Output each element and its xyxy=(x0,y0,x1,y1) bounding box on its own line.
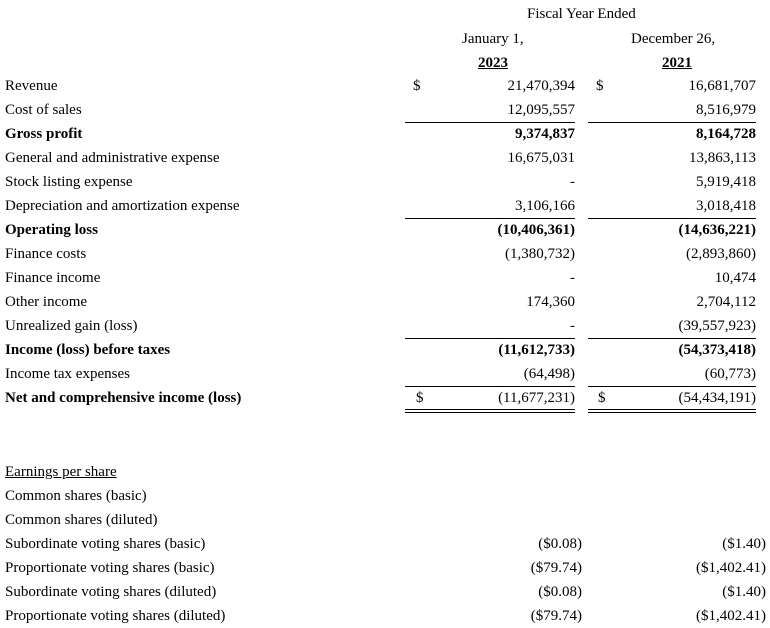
row-label: Common shares (basic) xyxy=(5,488,147,504)
value-2023: - xyxy=(570,318,575,334)
value-2023: ($0.08) xyxy=(538,536,582,552)
eps-row xyxy=(0,532,770,556)
value-2021: ($1,402.41) xyxy=(696,608,766,624)
eps-row xyxy=(0,580,770,604)
value-2023: ($79.74) xyxy=(530,608,582,624)
value-2021: ($1.40) xyxy=(722,584,766,600)
value-2021: 2,704,112 xyxy=(696,294,756,310)
col2-header-year: 2021 xyxy=(662,55,692,71)
value-2023: 3,106,166 xyxy=(515,198,575,214)
row-label: Proportionate voting shares (diluted) xyxy=(5,608,226,624)
row-label: Revenue xyxy=(5,78,58,94)
header-title: Fiscal Year Ended xyxy=(527,6,636,22)
row-finance-income xyxy=(0,266,770,290)
value-2023: (10,406,361) xyxy=(497,222,575,238)
double-rule-net-income xyxy=(405,412,575,413)
value-2023: 174,360 xyxy=(526,294,575,310)
row-label: Gross profit xyxy=(5,126,83,142)
row-label: General and administrative expense xyxy=(5,150,220,166)
row-g-and-a xyxy=(0,146,770,170)
row-label: Stock listing expense xyxy=(5,174,133,190)
row-stock-listing xyxy=(0,170,770,194)
value-2023: (1,380,732) xyxy=(505,246,575,262)
value-2021: 10,474 xyxy=(714,270,756,286)
value-2023: ($79.74) xyxy=(530,560,582,576)
row-label: Net and comprehensive income (loss) xyxy=(5,390,242,406)
value-2023: ($0.08) xyxy=(538,584,582,600)
currency-symbol: $ xyxy=(596,78,604,94)
currency-symbol: $ xyxy=(598,390,606,406)
row-other-income xyxy=(0,290,770,314)
row-label: Proportionate voting shares (basic) xyxy=(5,560,215,576)
row-revenue xyxy=(0,74,770,98)
value-2021: 5,919,418 xyxy=(696,174,756,190)
currency-symbol: $ xyxy=(416,390,424,406)
col2-header-date: December 26, xyxy=(631,31,716,47)
row-label: Finance income xyxy=(5,270,101,286)
row-label: Subordinate voting shares (basic) xyxy=(5,536,206,552)
value-2021: (2,893,860) xyxy=(686,246,756,262)
value-2021: (54,434,191) xyxy=(678,390,756,406)
row-label: Finance costs xyxy=(5,246,87,262)
row-label: Income (loss) before taxes xyxy=(5,342,171,358)
row-label: Cost of sales xyxy=(5,102,82,118)
value-2021: 8,516,979 xyxy=(696,102,756,118)
row-label: Unrealized gain (loss) xyxy=(5,318,138,334)
value-2021: 13,863,113 xyxy=(689,150,756,166)
row-gross-profit xyxy=(0,122,770,146)
row-label: Operating loss xyxy=(5,222,98,238)
value-2021: 16,681,707 xyxy=(688,78,756,94)
eps-title: Earnings per share xyxy=(5,464,117,480)
eps-title-row xyxy=(0,460,770,484)
value-2021: 8,164,728 xyxy=(696,126,756,142)
row-label: Other income xyxy=(5,294,88,310)
row-net-income xyxy=(0,386,770,410)
double-rule-net-income xyxy=(588,412,756,413)
row-label: Subordinate voting shares (diluted) xyxy=(5,584,217,600)
value-2023: 16,675,031 xyxy=(507,150,575,166)
currency-symbol: $ xyxy=(413,78,421,94)
value-2021: 3,018,418 xyxy=(696,198,756,214)
value-2023: - xyxy=(570,174,575,190)
row-finance-costs xyxy=(0,242,770,266)
value-2023: (64,498) xyxy=(523,366,575,382)
value-2023: (11,677,231) xyxy=(498,390,575,406)
col1-header-date: January 1, xyxy=(462,31,524,47)
value-2023: 9,374,837 xyxy=(515,126,575,142)
row-income-tax xyxy=(0,362,770,386)
double-rule-net-income xyxy=(405,409,575,410)
double-rule-net-income xyxy=(588,409,756,410)
row-cost-of-sales xyxy=(0,98,770,122)
value-2023: 12,095,557 xyxy=(507,102,575,118)
value-2021: (14,636,221) xyxy=(678,222,756,238)
row-label: Depreciation and amortization expense xyxy=(5,198,240,214)
value-2023: - xyxy=(570,270,575,286)
value-2023: 21,470,394 xyxy=(507,78,575,94)
row-label: Income tax expenses xyxy=(5,366,130,382)
eps-row xyxy=(0,484,770,508)
row-operating-loss xyxy=(0,218,770,242)
value-2021: (39,557,923) xyxy=(678,318,756,334)
row-income-before-taxes xyxy=(0,338,770,362)
value-2021: ($1.40) xyxy=(722,536,766,552)
row-depreciation xyxy=(0,194,770,218)
value-2021: (54,373,418) xyxy=(678,342,756,358)
row-unrealized-gain xyxy=(0,314,770,338)
row-label: Common shares (diluted) xyxy=(5,512,158,528)
col1-header-year: 2023 xyxy=(478,55,508,71)
value-2023: (11,612,733) xyxy=(498,342,575,358)
eps-row xyxy=(0,604,770,628)
eps-row xyxy=(0,556,770,580)
value-2021: ($1,402.41) xyxy=(696,560,766,576)
value-2021: (60,773) xyxy=(704,366,756,382)
eps-row xyxy=(0,508,770,532)
